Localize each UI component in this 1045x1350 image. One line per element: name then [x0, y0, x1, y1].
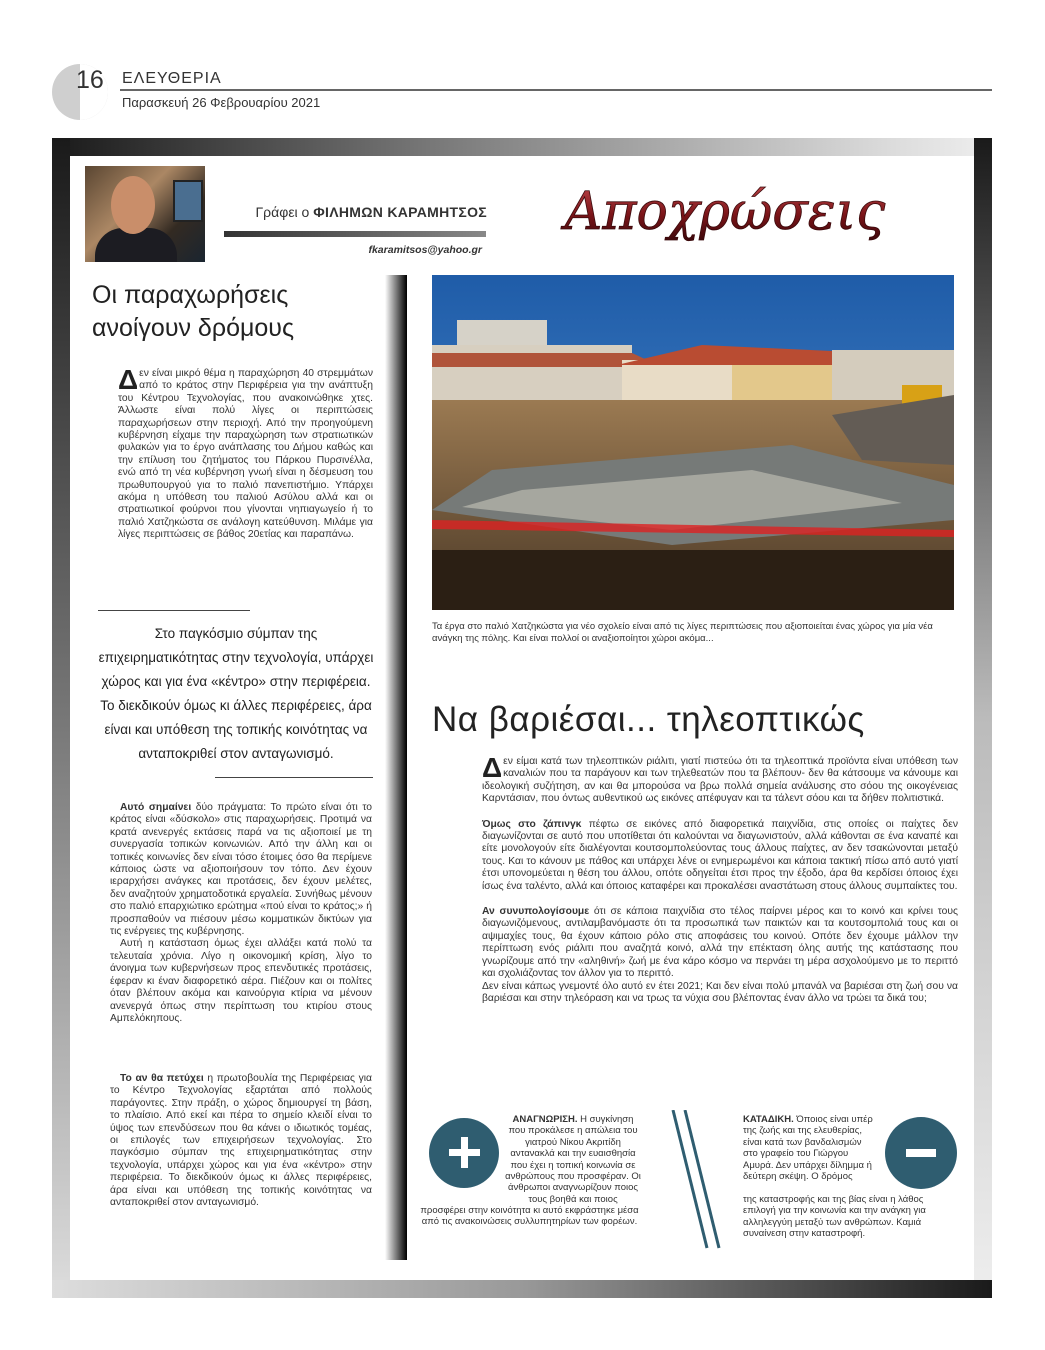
frame-bottom — [52, 1280, 992, 1298]
article2-title: Να βαριέσαι... τηλεοπτικώς — [432, 700, 865, 739]
paragraph: Δεν είναι κάπως γνεμοντέ όλο αυτό εν έτει 2021; Και δεν είναι πολύ μπανάλ να βαριέσαι στη ζωή σου να βαριέσαι και στην τηλεόραση και να τρως τα νύχια σου βλέποντας έναν άλλο να τρώει τα δικά του; — [482, 980, 958, 1004]
byline-bar — [224, 231, 486, 237]
plus-box-text — [505, 1114, 641, 1205]
lead-in: Αν συνυπολογίσουμε — [482, 906, 590, 918]
header-rule — [120, 89, 992, 91]
frame-top — [52, 138, 992, 156]
plus-box-text1: Η συγκίνηση που προκάλεσε η απώλεια του γιατρού Νίκου Ακριτίδη αντανακλά και την ευαισθησία που έχει η τοπική κοινωνία σε ανθρώπους που προσφέραν. Οι άνθρωποι αναγνωρίζουν ποιος τους βοηθά και ποιος — [505, 1114, 641, 1205]
plus-icon-bar — [449, 1149, 480, 1156]
paragraph-text: πέφτω σε εικόνες από διαφορετικά παιχνίδια, στις οποίες οι παίχτες δεν διαγωνίζονται σε αυτό που υποτίθεται ότι καλούνται να διαγωνιστούν, αλλά κάθονται σε ένα καναπέ και είτε μονολογούν είτε διαλέγονται κουτσομπολεύοντας τους άλλους παίχτες, αν δεν τσακώνονται μεταξύ τους. Και το κάνουν με πάθος και υπάρχει λένε οι ενημερωμένοι και κάποια τακτική πίσω από αυτό γιατί έτσι υπονομεύεται η θέση του άλλου, οπότε οδηγείται έτσι προς την έξοδο, άρα θα κερδίσει όποιος έχει ίσως ένα ταλέντο, αλλά και όποιος καταφέρει και προκαλέσει αναστάτωση στους άλλους συμπαίκτες του. — [482, 818, 959, 892]
article1-body — [110, 802, 372, 1025]
paragraph — [482, 906, 958, 980]
plus-box-text-end: προσφέρει στην κοινότητα κι αυτό εκφράστηκε μέσα από τις ανακοινώσεις συλλυπητηρίων των φορέων. — [420, 1205, 639, 1228]
paragraph-text: δύο πράγματα: Το πρώτο είναι ότι το κράτος είναι «δύσκολο» στις παραχωρήσεις. Προτιμά να κρατά ανενεργές εκτάσεις παρά να τις αξιοποιεί με τη συνεργασία τοπικών κοινωνιών. Από την άλλη και οι τοπικές κοινωνίες δεν είναι τόσο έτοιμες όσο θα περίμενε κάποιος ώστε να αξιοποιήσουν τον τόπο. Δεν έχουν ιεραρχήσει ανάγκες και προτάσεις, δεν έχουν μελέτες, δεν αναζητούν χρηματοδοτικά εργαλεία. Συνήθως μένουν στο παλιό επαρχιώτικο ερώτημα «πού είναι το κράτος;» ή προσπαθούν να πιέσουν μέσω κομματικών δικτύων για τις ενέργειες της κυβέρνησης. — [110, 802, 372, 938]
drop-cap: Δ — [482, 752, 503, 783]
byline-prefix: Γράφει ο — [255, 204, 314, 220]
lead-in: Το αν θα πετύχει — [120, 1073, 204, 1084]
paragraph — [110, 1073, 372, 1209]
lead-in: Αυτό σημαίνει — [120, 802, 192, 813]
frame-left — [52, 138, 70, 1298]
column-separator — [385, 275, 407, 1260]
plus-box-lead: ΑΝΑΓΝΩΡΙΣΗ. — [512, 1114, 578, 1125]
paragraph-text: η πρωτοβουλία της Περιφέρειας για το Κέντρο Τεχνολογίας εξαρτάται από πολλούς παράγοντες. Στην πράξη, ο χώρος δημιουργεί τη βάση, το πλαίσιο. Από εκεί και πέρα το σημείο κλειδί είναι το ύψος των επενδύσεων που θα κάνει ο ιδιωτικός τομέας, οι επιλογές των επιχειρήσεων τεχνολογίας. Στο παγκόσμιο σύμπαν της επιχειρηματικότητας στην τεχνολογία, υπάρχει χώρος και για ένα «κέντρο» στην περιφέρεια. Το διεκδικούν όμως κι άλλες περιφέρειες, άρα είναι και υπόθεση της τοπικής κοινότητας να ανταποκριθεί στον ανταγωνισμό. — [110, 1073, 372, 1209]
minus-box-text-end: της καταστροφής και της βίας είναι η λάθος επιλογή για την κοινωνία και την ανάγκη για αλληλεγγύη μεταξύ των ανθρώπων. Καμιά συναίνεση στην καταστροφή. — [743, 1194, 926, 1240]
article1-title — [92, 279, 382, 345]
article1-body-end — [110, 1073, 372, 1209]
paragraph-text: εν είμαι κατά των τηλεοπτικών ριάλιτι, γιατί πιστεύω ότι τα τηλεοπτικά προϊόντα είναι υπόθεση των καναλιών που τα παράγουν και των τηλεθεατών που τα βλέπουν- δεν θα κάτσουμε να κάνουμε και ιδεολογική συζήτηση, αν και θα μπορούσα να βρω πολλά σημεία ανάλυσης στο σόου της οικογένειας Καρντάσιαν, που όντως αυθεντικού ως εικόνες απέφυγαν και τα τάλεντ σόου και τα δήθεν πολιτιστικά. — [482, 756, 958, 805]
divider-slashes-icon — [665, 1110, 725, 1250]
issue-date: Παρασκευή 26 Φεβρουαρίου 2021 — [122, 95, 321, 110]
frame-right — [974, 138, 992, 1298]
article2-body — [482, 752, 959, 1018]
drop-cap: Δ — [118, 364, 139, 395]
pull-quote: Στο παγκόσμιο σύμπαν της επιχειρηματικότητας στην τεχνολογία, υπάρχει χώρος και για ένα «κέντρο» στην περιφέρεια. Το διεκδικούν όμως κι άλλες περιφέρειες, άρα είναι και υπόθεση της τοπικής κοινότητας να ανταποκριθεί στον ανταγωνισμό. — [98, 626, 374, 761]
author-name: ΦΙΛΗΜΩΝ ΚΑΡΑΜΗΤΣΟΣ — [313, 204, 487, 220]
article1-intro — [118, 364, 373, 542]
page-number: 16 — [76, 66, 104, 94]
author-photo — [85, 166, 205, 262]
paragraph: Αυτή η κατάσταση όμως έχει αλλάξει κατά πολύ τα τελευταία χρόνια. Λίγο η οικονομική κρίση, λίγο το άνοιγμα των κυβερνήσεων προς επενδυτικές προτάσεις, έφεραν κι έναν διαφορετικό αέρα. Πιέζουν και οι πολίτες όταν βλέπουν ακόμα και καινούργια κτίρια να μένουν ανενεργά όπως στην περίπτωση του κτιρίου στους Αμπελόκηπους. — [110, 938, 372, 1024]
article1-intro-text: εν είναι μικρό θέμα η παραχώρηση 40 στρεμμάτων από το κράτος στην Περιφέρεια για την ανάπτυξη του Κέντρου Τεχνολογίας, που ανακοινώθηκε χτες. Άλλωστε είναι πολύ λίγες οι περιπτώσεις παραχωρήσεων στην περιοχή. Από την προηγούμενη κυβέρνηση είχαμε την παραχώρηση των στρατιωτικών φυλακών για το έργο ανάπλασης του Δήμου καθώς και την επίλυση του ζητήματος του Πάρκου Πυρσινέλλα, ενώ από τη νέα κυβέρνηση γνωή είναι η δέσμευση του πρωθυπουργού για το παλιό πανεπιστήμιο. Υπάρχει ακόμα η υπόθεση του παλιού Ασύλου αλλά και οι στρατιωτικοί φούρνοι που γίνονται νηπιαγωγείο ή το παλιό Χατζηκώστα σε ανάλογη κατεύθυνση. Μιλάμε για λίγες περιπτώσεις σε βάθος 20ετίας και παραπάνω. — [118, 368, 373, 541]
paragraph — [482, 819, 958, 893]
paragraph — [110, 802, 372, 938]
article1-title-line1: Οι παραχωρήσεις — [92, 281, 289, 309]
construction-photo — [432, 275, 954, 610]
minus-box-text — [743, 1114, 878, 1182]
quote-rule-top — [98, 610, 250, 611]
paragraph-text: ότι σε κάποια παιχνίδια στο τέλος παίρνει μέρος και το κοινό και κρίνει τους διαγωνιζόμενους, αντιλαμβανόμαστε ότι τα προσωπικά των παικτών και τα κουτσομπολιά τους και οι αψιμαχίες τους, θα έχουν κάποιο ρόλο στις αποφάσεις του κοινού. Οπότε δεν έχουμε μάλλον την περίπτωση ενός ριάλιτι που αναζητά κοινό, αλλά την επέκταση όλης αυτής της κατάστασης που γνωρίζουμε από την «αληθινή» ζωή με ένα κάρο κόσμο να περνάει τη μέρα ασχολούμενο με το περιττό και σχολιάζοντας τον άλλον για το περιττό. — [482, 906, 958, 980]
paragraph — [482, 752, 958, 806]
minus-box-lead: ΚΑΤΑΔΙΚΗ. — [743, 1114, 794, 1125]
photo-caption: Τα έργα στο παλιό Χατζηκώστα για νέο σχολείο είναι από τις λίγες περιπτώσεις που αξιοποιείται ένας χώρος για μία νέα ανάγκη της πόλης. Και είναι πολλοί οι αναξιοποίητοι χώροι ακόμα... — [432, 621, 933, 644]
byline — [222, 204, 487, 220]
quote-rule-bottom — [215, 777, 373, 778]
minus-box-text1: Όποιος είναι υπέρ της ζωής και της ελευθερίας, είναι κατά των βανδαλισμών στο γραφείο του Γιώργου Αμυρά. Δεν υπάρχει δίλημμα ή δεύτερη σκέψη. Ο δρόμος — [743, 1114, 873, 1183]
author-email: fkaramitsos@yahoo.gr — [368, 244, 482, 256]
newspaper-name: ΕΛΕΥΘΕΡΙΑ — [122, 70, 222, 87]
minus-icon — [906, 1149, 936, 1157]
article1-title-line2: ανοίγουν δρόμους — [92, 314, 295, 342]
column-logo — [525, 177, 925, 257]
column-logo-text: Αποχρώσεις — [564, 182, 886, 242]
lead-in: Όμως στο ζάπινγκ — [482, 818, 582, 830]
